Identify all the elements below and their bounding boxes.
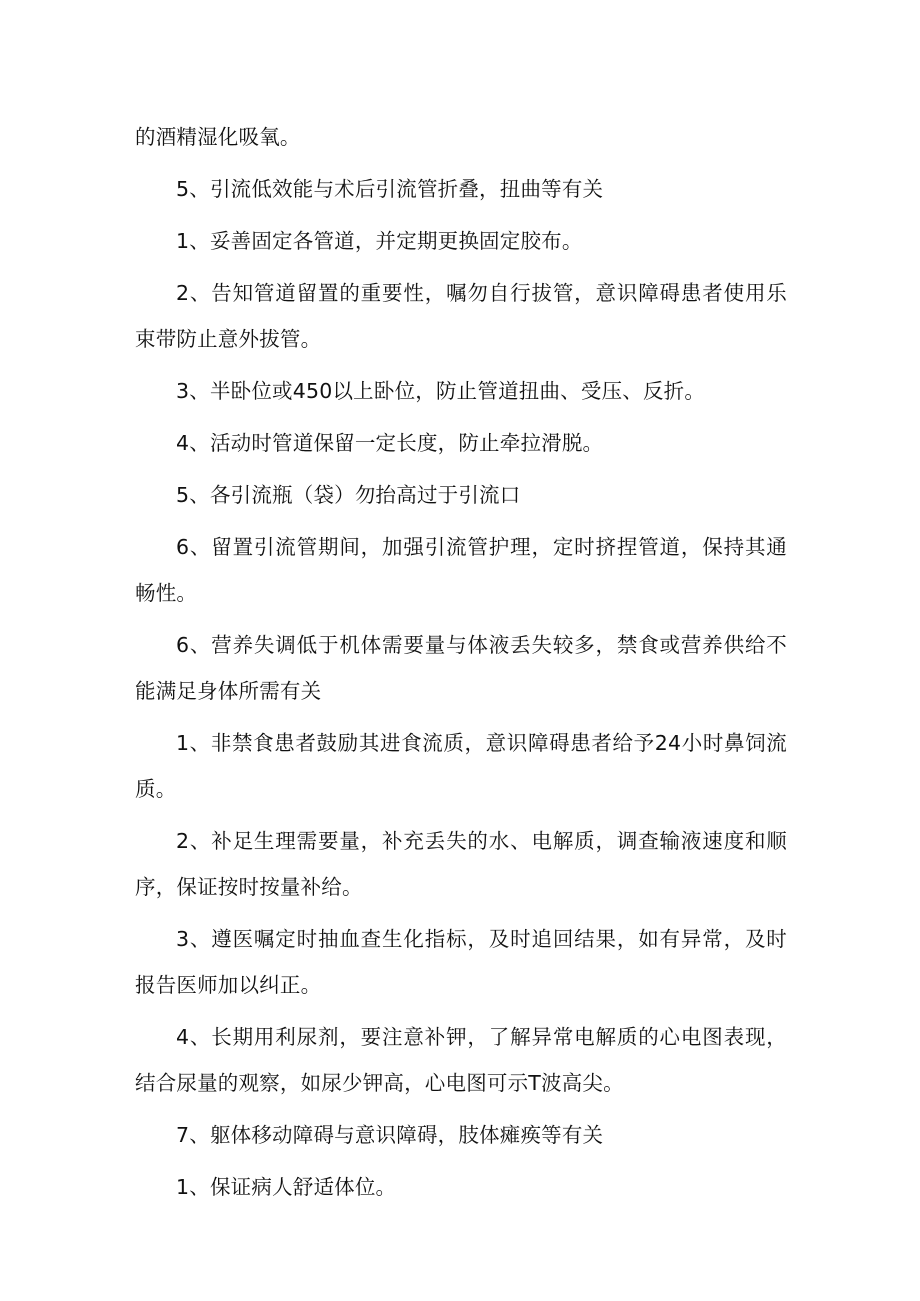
paragraph: 3、遵医嘱定时抽血查生化指标，及时追回结果，如有异常，及时报告医师加以纠正。 bbox=[135, 927, 787, 997]
paragraph: 5、各引流瓶（袋）勿抬高过于引流口 bbox=[176, 483, 521, 507]
paragraph: 6、留置引流管期间，加强引流管护理，定时挤捏管道，保持其通畅性。 bbox=[135, 535, 787, 605]
paragraph: 6、营养失调低于机体需要量与体液丢失较多，禁食或营养供给不能满足身体所需有关 bbox=[135, 633, 787, 703]
paragraph: 7、躯体移动障碍与意识障碍，肢体瘫痪等有关 bbox=[176, 1123, 604, 1147]
paragraph: 1、非禁食患者鼓励其进食流质，意识障碍患者给予24小时鼻饲流质。 bbox=[135, 731, 787, 801]
paragraph: 3、半卧位或450以上卧位，防止管道扭曲、受压、反折。 bbox=[176, 379, 706, 403]
paragraph: 4、活动时管道保留一定长度，防止牵拉滑脱。 bbox=[176, 431, 604, 455]
paragraph: 2、补足生理需要量，补充丢失的水、电解质，调查输液速度和顺序，保证按时按量补给。 bbox=[135, 829, 787, 899]
paragraph: 1、妥善固定各管道，并定期更换固定胶布。 bbox=[176, 229, 583, 253]
paragraph: 5、引流低效能与术后引流管折叠，扭曲等有关 bbox=[176, 177, 604, 201]
paragraph: 4、长期用利尿剂，要注意补钾，了解异常电解质的心电图表现，结合尿量的观察，如尿少钾高，心电图可示T波高尖。 bbox=[135, 1025, 787, 1095]
paragraph: 1、保证病人舒适体位。 bbox=[176, 1175, 397, 1199]
paragraph: 的酒精湿化吸氧。 bbox=[135, 125, 301, 149]
paragraph: 2、告知管道留置的重要性，嘱勿自行拔管，意识障碍患者使用乐束带防止意外拔管。 bbox=[135, 281, 787, 351]
